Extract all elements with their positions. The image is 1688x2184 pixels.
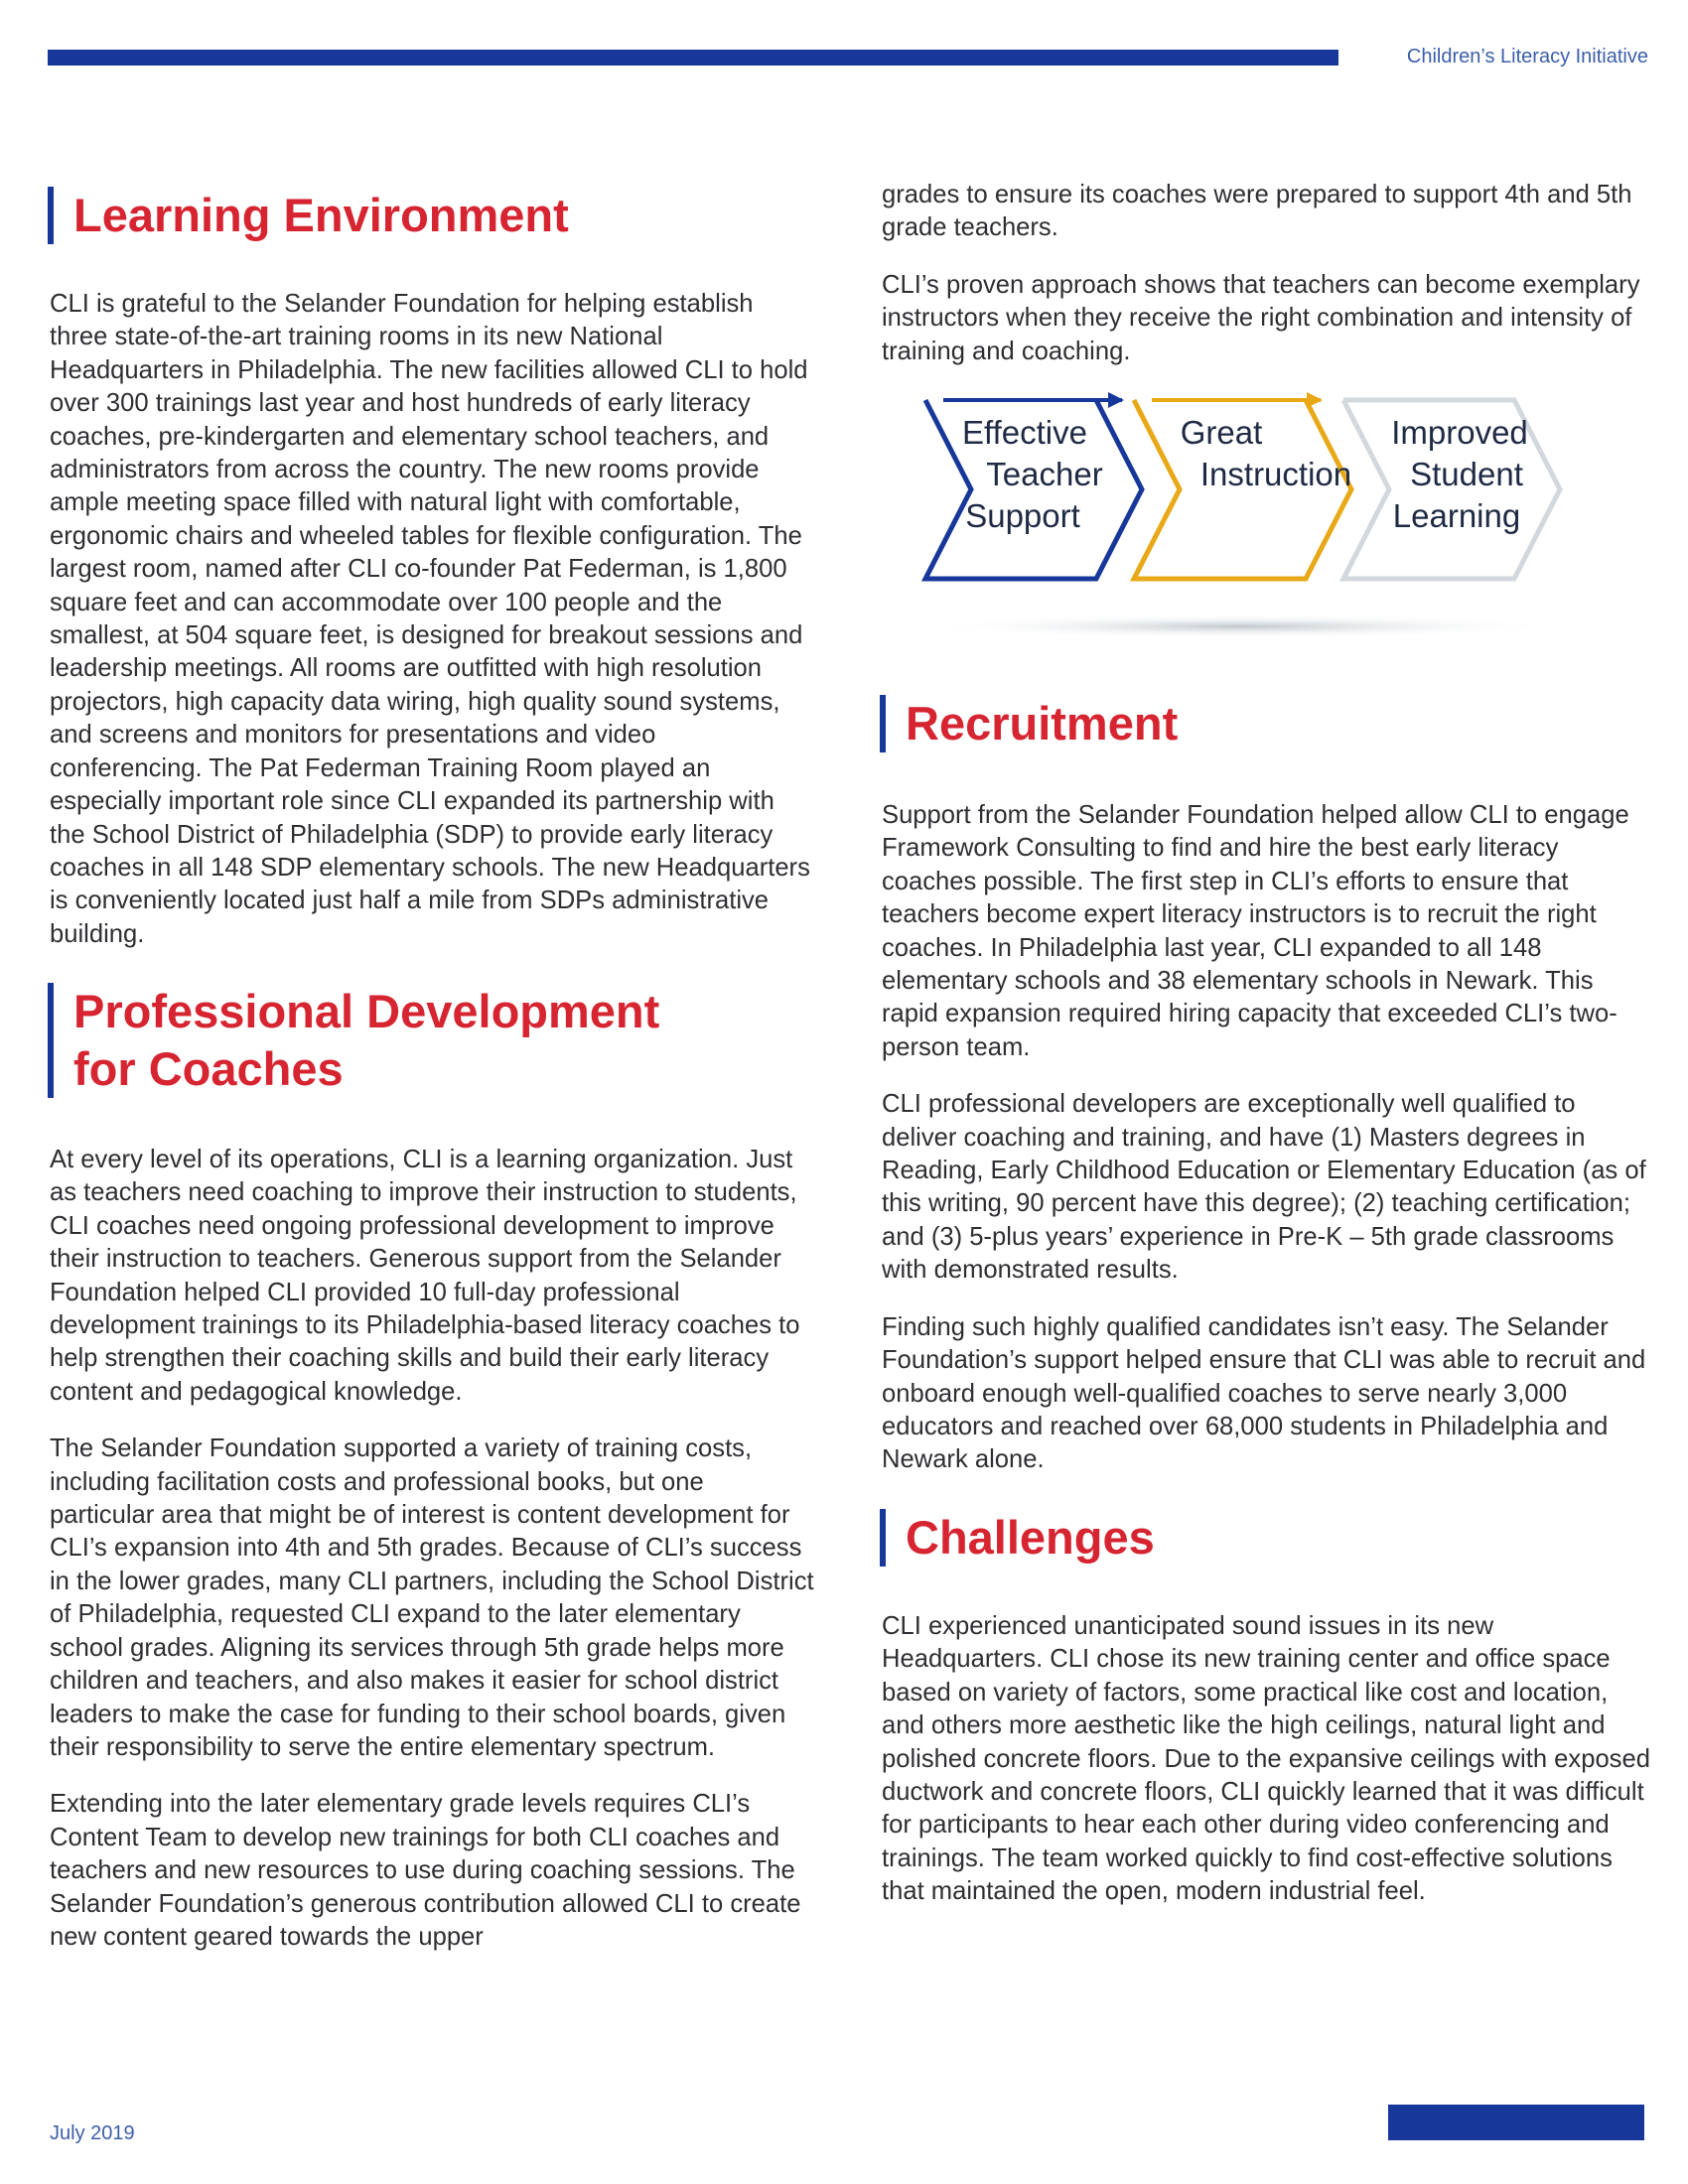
label-student: Student [1410,456,1523,492]
pd-paragraph-3-continued: grades to ensure its coaches were prepared to support 4th and 5th grade teachers. [882,181,1632,242]
professional-development-body [50,1144,814,1954]
organization-name: Children’s Literacy Initiative [1406,46,1648,68]
recruitment-body [882,799,1651,1477]
challenges-body: CLI experienced unanticipated sound issues in its new Headquarters. CLI chose its new training center and office space based on variety of factors, some practical like cost and location, and others more aesthetic like the high ceilings, natural light and polished concrete floors. Due to the expansive ceilings with exposed ductwork and concrete floors, CLI quickly learned that it was difficult for participants to hear each other during video conferencing and trainings. The team worked quickly to find cost-effective solutions that maintained the open, modern industrial feel. [882,1612,1650,1906]
footer-date: July 2019 [50,2122,135,2144]
recruitment-paragraph-1: Support from the Selander Foundation helped allow CLI to engage Framework Consulting to find and hire the best early literacy coaches possible. The first step in CLI’s efforts to ensure that teachers become expert literacy instructors is to recruit the right coaches. In Philadelphia last year, CLI expanded to all 148 elementary schools and 38 elementary schools in Newark. This rapid expansion required hiring capacity that exceeded CLI’s two-person team. [882,801,1629,1061]
label-teacher: Teacher [986,456,1103,492]
label-improved: Improved [1391,414,1528,451]
label-support: Support [965,497,1080,534]
heading-recruitment: Recruitment [880,695,1178,752]
label-effective: Effective [962,414,1087,451]
header-rule [48,50,1338,66]
recruitment-paragraph-2: CLI professional developers are exceptionally well qualified to deliver coaching and training, and have (1) Masters degrees in Reading, Early Childhood Education or Elementary Education (as of this writing, 90 percent have this degree); (2) teaching certification; and (3) 5-plus years’ experience in Pre-K – 5th grade classrooms with demonstrated results. [882,1090,1646,1285]
heading-learning-environment: Learning Environment [48,187,569,244]
footer-block [1388,2105,1644,2140]
heading-challenges: Challenges [880,1509,1155,1567]
recruitment-paragraph-3: Finding such highly qualified candidates isn’t easy. The Selander Foundation’s support helped ensure that CLI was able to recruit and onboard enough well-qualified coaches to serve nearly 3,000 educators and reached over 68,000 students in Philadelphia and Newark alone. [882,1312,1646,1474]
diagram-labels [962,414,1528,534]
pd-paragraph-3: Extending into the later elementary grade levels requires CLI’s Content Team to develop new trainings for both CLI coaches and teachers and new resources to use during coaching sessions. The Selander Foundation’s generous contribution allowed CLI to create new content geared towards the upper [50,1790,801,1951]
label-instruction: Instruction [1199,456,1352,492]
arrow-head-1 [1108,392,1124,408]
pd-paragraph-4: CLI’s proven approach shows that teachers can become exemplary instructors when they receive the right combination and intensity of training and coaching. [882,270,1640,365]
pd-paragraph-2: The Selander Foundation supported a variety of training costs, including facilitation costs and professional books, but one particular area that might be of interest is content development for CLI’s expansion into 4th and 5th grades. Because of CLI’s success in the lower grades, many CLI partners, including the School District of Philadelphia, requested CLI expand to the later elementary school grades. Aligning its services through 5th grade helps more children and teachers, and also makes it easier for school district leaders to make the case for funding to their school boards, given their responsibility to serve the entire elementary spectrum. [50,1434,814,1761]
diagram-shadow [923,614,1559,638]
heading-professional-development: Professional Development for Coaches [48,983,659,1098]
process-diagram [914,382,1609,650]
pd-continued-body [882,179,1651,368]
label-learning: Learning [1392,497,1521,534]
label-great: Great [1180,414,1263,451]
pd-paragraph-1: At every level of its operations, CLI is a learning organization. Just as teachers need coaching to improve their instruction to students, CLI coaches need ongoing professional development to improve their instruction to teachers. Generous support from the Selander Foundation helped CLI provided 10 full-day professional development trainings to its Philadelphia-based literacy coaches to help strengthen their coaching skills and build their early literacy content and pedagogical knowledge. [50,1146,800,1406]
learning-environment-body: CLI is grateful to the Selander Foundation for helping establish three state-of-the-art training rooms in its new National Headquarters in Philadelphia. The new facilities allowed CLI to hold over 300 trainings last year and host hundreds of early literacy coaches, pre-kindergarten and elementary school teachers, and administrators from across the country. The new rooms provide ample meeting space filled with natural light with comfortable, ergonomic chairs and wheeled tables for flexible configuration. The largest room, named after CLI co-founder Pat Federman, is 1,800 square feet and can accommodate over 100 people and the smallest, at 504 square feet, is designed for breakout sessions and leadership meetings. All rooms are outfitted with high resolution projectors, high capacity data wiring, high quality sound systems, and screens and monitors for presentations and video conferencing. The Pat Federman Training Room played an especially important role since CLI expanded its partnership with the School District of Philadelphia (SDP) to provide early literacy coaches in all 148 SDP elementary schools. The new Headquarters is conveniently located just half a mile from SDPs administrative building. [50,290,810,948]
